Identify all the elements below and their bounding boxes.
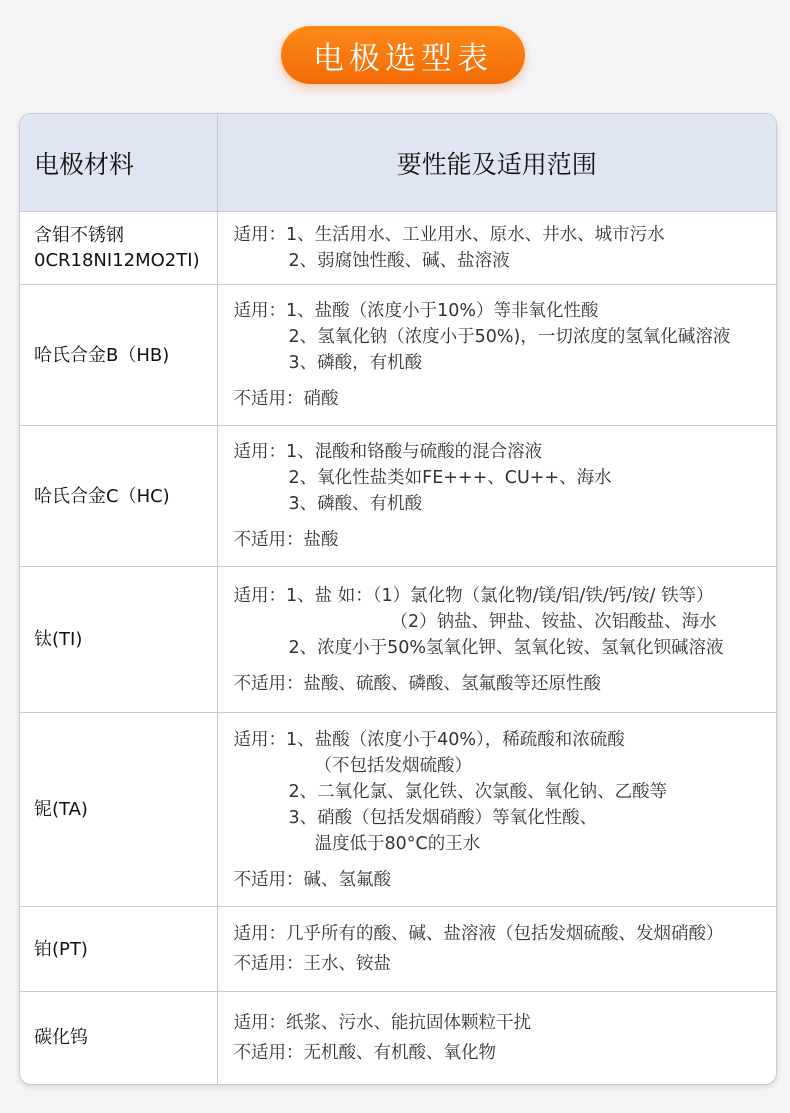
unsuitable-line: 不适用：碱、氢氟酸 <box>233 869 391 890</box>
page-title: 电极选型表 <box>281 26 525 84</box>
suitable-line: 3、硝酸（包括发烟硝酸）等氧化性酸、 <box>288 807 598 828</box>
suitable-line: 适用：几乎所有的酸、碱、盐溶液（包括发烟硫酸、发烟硝酸） <box>233 924 724 944</box>
unsuitable-line: 不适用：盐酸 <box>233 530 339 550</box>
suitable-line: 2、弱腐蚀性酸、碱、盐溶液 <box>288 251 510 271</box>
suitable-line: 适用：1、盐酸（浓度小于40%），稀疏酸和浓硫酸 <box>233 729 625 750</box>
unsuitable-line: 不适用：无机酸、有机酸、氧化物 <box>233 1042 496 1063</box>
description-cell <box>217 212 776 285</box>
unsuitable-line: 不适用：盐酸、硫酸、磷酸、氢氟酸等还原性酸 <box>233 673 601 694</box>
suitable-line: 2、二氧化氯、氯化铁、次氯酸、氧化钠、乙酸等 <box>288 781 668 802</box>
description-cell <box>217 426 776 567</box>
suitable-line: 2、氧化性盐类如FE+++、CU++、海水 <box>288 468 612 488</box>
description-cell <box>217 907 776 992</box>
table-row <box>20 567 776 713</box>
suitable-line: 适用：1、混酸和铬酸与硫酸的混合溶液 <box>233 442 543 462</box>
description-cell <box>217 285 776 426</box>
table-row <box>20 992 776 1084</box>
suitable-line: 适用：纸浆、污水、能抗固体颗粒干扰 <box>233 1012 531 1033</box>
suitable-line: 适用：1、生活用水、工业用水、原水、井水、城市污水 <box>233 225 665 245</box>
table-row <box>20 907 776 992</box>
material-cell <box>20 212 217 285</box>
unsuitable-line: 不适用：王水、铵盐 <box>233 954 391 974</box>
electrode-selection-table <box>20 114 776 1084</box>
material-cell: 碳化钨 <box>20 992 217 1084</box>
table-header-row <box>20 114 776 212</box>
table-row <box>20 212 776 285</box>
material-grade: 0CR18NI12MO2TI) <box>34 250 200 271</box>
suitable-line: 2、浓度小于50%氢氧化钾、氢氧化铵、氢氧化钡碱溶液 <box>288 637 724 658</box>
material-cell: 哈氏合金B（HB) <box>20 285 217 426</box>
suitable-line: 适用：1、盐酸（浓度小于10%）等非氧化性酸 <box>233 301 599 321</box>
material-name: 含钼不锈钢 <box>34 225 124 246</box>
material-cell: 铌(TA) <box>20 713 217 907</box>
suitable-line: （不包括发烟硫酸） <box>314 755 472 776</box>
table-row <box>20 426 776 567</box>
suitable-line: 适用：1、盐 如：（1）氯化物（氯化物/镁/铝/铁/钙/铵/ 铁等） <box>233 585 714 606</box>
table-row <box>20 285 776 426</box>
table-row <box>20 713 776 907</box>
header-performance: 要性能及适用范围 <box>217 114 776 212</box>
description-cell <box>217 713 776 907</box>
selection-table-card <box>19 113 777 1085</box>
unsuitable-line: 不适用：硝酸 <box>233 389 339 409</box>
suitable-line: （2）钠盐、钾盐、铵盐、次铝酸盐、海水 <box>390 611 717 632</box>
suitable-line: 温度低于80°C的王水 <box>314 833 481 854</box>
material-cell: 铂(PT) <box>20 907 217 992</box>
description-cell <box>217 992 776 1084</box>
material-cell: 哈氏合金C（HC) <box>20 426 217 567</box>
material-cell: 钛(TI) <box>20 567 217 713</box>
suitable-line: 2、氢氧化钠（浓度小于50%)，一切浓度的氢氧化碱溶液 <box>288 327 731 347</box>
header-material: 电极材料 <box>20 114 217 212</box>
suitable-line: 3、磷酸，有机酸 <box>288 353 423 373</box>
description-cell <box>217 567 776 713</box>
suitable-line: 3、磷酸、有机酸 <box>288 494 423 514</box>
